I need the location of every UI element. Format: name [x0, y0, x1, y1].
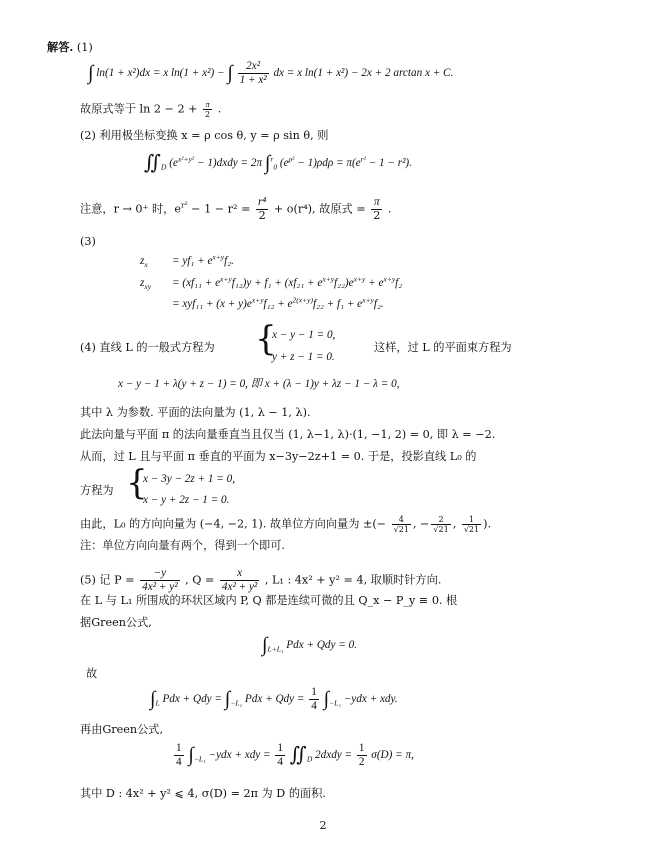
- exponent: x+y: [212, 252, 225, 262]
- plane-text: 从而，过 L 且与平面 π 垂直的平面为 x−3y−2z+1 = 0. 于是，投影直线 L₀ 的: [80, 450, 477, 463]
- path-subscript: −L₁: [230, 698, 243, 708]
- path-subscript: −L₁: [329, 698, 341, 708]
- text: − 1 − r² =: [191, 202, 254, 216]
- text: 注意，r → 0⁺ 时，e: [80, 202, 181, 216]
- rhs: + e: [365, 277, 384, 289]
- therefore-label: 故: [86, 667, 98, 680]
- numerator: 1: [176, 742, 182, 755]
- part-3-line-2-rhs: [172, 276, 402, 291]
- fraction: [174, 742, 184, 769]
- integral-sign: ∫: [262, 634, 268, 656]
- rhs: f₂₂ + f₁ + e: [313, 298, 363, 310]
- text: 故原式等于 ln 2 − 2 +: [80, 102, 202, 116]
- denominator: 1 + x²: [239, 74, 267, 86]
- fraction: [371, 196, 382, 223]
- integral-sign: ∫: [88, 62, 94, 84]
- domain-subscript: D: [161, 162, 167, 172]
- domain-subscript: D: [306, 754, 313, 764]
- denominator: 4: [176, 756, 182, 768]
- fraction: [275, 742, 285, 769]
- page-number: 2: [319, 819, 327, 832]
- text: ).: [483, 517, 492, 531]
- numerator: −y: [140, 567, 179, 581]
- denominator: 2: [205, 110, 211, 120]
- part-4-after: 这样，过 L 的平面束方程为: [374, 341, 512, 354]
- exponent: x²+y²: [177, 154, 195, 164]
- part-3-line-1-rhs: [172, 254, 234, 269]
- green-equation-1: [262, 632, 357, 659]
- subscript: x: [144, 260, 148, 270]
- green-again-label: 再由Green公式,: [80, 723, 164, 736]
- denominator: 2: [258, 208, 266, 222]
- direction-vector-text: 由此，L₀ 的方向向量为 (−4, −2, 1). 故单位方向向量为 ±(− $\frac{4}{√21}$ , − $\frac{2}{√21}$ , $\frac{1}{√21}$ ).: [80, 515, 492, 535]
- part-2-note: [80, 196, 391, 223]
- denominator: 4x² + y²: [221, 580, 258, 593]
- path-subscript: L+L₁: [267, 644, 284, 654]
- part-2-equation: [144, 150, 412, 177]
- text: 由此，L₀ 的方向向量为 (−4, −2, 1). 故单位方向向量为 ±(−: [80, 517, 387, 531]
- numerator: 4: [392, 515, 411, 525]
- rhs: = (xf₁₁ + e: [172, 277, 221, 289]
- green-equation-3: [172, 742, 414, 769]
- rhs: f₁₂ + e: [263, 298, 293, 310]
- numerator: 2x²: [238, 60, 269, 74]
- path-subscript: −L₁: [193, 754, 206, 764]
- rhs: f₂: [395, 277, 403, 289]
- integral-sign: ∫: [227, 62, 233, 84]
- rhs: f₂₂)e: [334, 277, 354, 289]
- part-4-intro: (4) 直线 L 的一般式方程为: [80, 341, 215, 354]
- part-3-label: (3): [80, 235, 96, 248]
- eq-text: Pdx + Qdy =: [162, 693, 225, 706]
- eq-text: −ydx + xdy.: [343, 693, 398, 706]
- lower-limit: 0: [273, 162, 278, 172]
- lhs: z: [140, 277, 145, 289]
- left-brace: {: [126, 463, 148, 503]
- numerator: 1: [358, 742, 365, 755]
- eq-text: σ(D) = π,: [371, 749, 414, 762]
- part-5-intro: [80, 567, 441, 594]
- part-4-note: 注：单位方向向量有两个，得到一个即可.: [80, 539, 285, 552]
- projection-eq-1: x − 3y − 2z + 1 = 0,: [143, 473, 236, 485]
- eq-text: (e: [169, 157, 178, 170]
- fraction: [392, 515, 411, 534]
- lhs: z: [140, 255, 145, 267]
- exponent: x+y: [383, 274, 396, 284]
- part-1-label: (1): [76, 41, 93, 54]
- normal-vector-text: 其中 λ 为参数. 平面的法向量为 (1, λ − 1, λ).: [80, 406, 311, 419]
- part-1-equation: [88, 60, 453, 87]
- rhs: = yf₁ + e: [172, 255, 213, 267]
- pencil-equation: x − y − 1 + λ(y + z − 1) = 0, 即 x + (λ − 1)y + λz − 1 − λ = 0,: [118, 378, 400, 390]
- integral-sign: ∫: [188, 744, 194, 766]
- part-3-line-2: [140, 276, 151, 291]
- eq-text: − 1 − r²).: [368, 157, 412, 170]
- integral-sign: ∫: [323, 688, 330, 710]
- part-5-final: 其中 D : 4x² + y² ⩽ 4, σ(D) = 2π 为 D 的面积.: [80, 787, 326, 800]
- fraction: [309, 686, 319, 713]
- green-equation-2: [150, 686, 398, 713]
- numerator: 1: [462, 515, 481, 525]
- eq-text: Pdx + Qdy = 0.: [286, 639, 358, 652]
- subscript: xy: [144, 282, 152, 292]
- fraction: $\frac{1}{2}$: [358, 742, 365, 768]
- denominator: √21: [463, 525, 480, 535]
- text: + o(r⁴), 故原式 =: [273, 202, 370, 216]
- text: (5) 记 P =: [80, 573, 139, 587]
- exponent: x+y: [322, 274, 335, 284]
- exponent: r²: [360, 154, 366, 164]
- part-5-line-2: 在 L 与 L₁ 所围成的环状区域内 P, Q 都是连续可微的且 Q_x − P_y ≡ 0. 根: [80, 594, 458, 607]
- part-3-line-3: [172, 297, 384, 312]
- exponent: x+y: [362, 295, 374, 305]
- eq-text: −ydx + xdy =: [208, 749, 274, 762]
- exponent: ρ²: [288, 154, 295, 164]
- denominator: 4: [311, 700, 317, 712]
- integral-sign: ∫: [150, 688, 156, 710]
- numerator: π: [203, 100, 212, 110]
- projection-eq-2: x − y + 2z − 1 = 0.: [143, 494, 230, 506]
- fraction: [220, 567, 259, 594]
- perpendicular-text: 此法向量与平面 π 的法向量垂直当且仅当 (1, λ−1, λ)·(1, −1, 2) = 0, 即 λ = −2.: [80, 428, 496, 441]
- exponent: r²: [180, 200, 188, 210]
- numerator: 1: [277, 742, 283, 755]
- integral-sign: ∫: [264, 152, 271, 174]
- integral-sign: ∫: [224, 688, 231, 710]
- part-2-intro: (2) 利用极坐标变换 x = ρ cos θ, y = ρ sin θ, 则: [80, 129, 329, 142]
- denominator: √21: [393, 525, 409, 535]
- part-5-line-3: 据Green公式,: [80, 616, 152, 629]
- fraction: [256, 196, 268, 223]
- system-eq-1: x − y − 1 = 0,: [272, 329, 336, 341]
- denominator: 4x² + y²: [142, 580, 178, 593]
- eq-text: (e: [279, 157, 289, 170]
- numerator: π: [371, 196, 382, 210]
- exponent: 2(x+y): [292, 295, 313, 305]
- text: .: [387, 202, 392, 216]
- rhs: f₂.: [224, 255, 234, 267]
- denominator: 2: [373, 208, 381, 222]
- double-integral-sign: ∬: [144, 152, 162, 174]
- text: .: [217, 102, 222, 116]
- numerator: r⁴: [258, 196, 267, 208]
- eq-text: Pdx + Qdy =: [244, 693, 308, 706]
- fraction: [238, 60, 269, 87]
- answer-heading: [47, 40, 93, 55]
- eq-text: ln(1 + x²)dx = x ln(1 + x²) −: [96, 67, 228, 80]
- exponent: x+y: [353, 274, 366, 284]
- eq-text: − 1)dxdy = 2π: [196, 157, 263, 170]
- numerator: x: [220, 567, 259, 581]
- eq-text: − 1)ρdρ = π(e: [297, 157, 361, 170]
- numerator: 1: [311, 686, 317, 699]
- fraction: [462, 515, 481, 534]
- numerator: 2: [431, 515, 450, 525]
- rhs: = xyf₁₁ + (x + y)e: [172, 298, 252, 310]
- eq-text: dx = x ln(1 + x²) − 2x + 2 arctan x + C.: [273, 67, 454, 80]
- left-brace: {: [255, 319, 277, 359]
- text: , Q =: [185, 573, 218, 587]
- answer-label: 解答.: [47, 40, 74, 54]
- system-eq-2: y + z − 1 = 0.: [272, 351, 335, 363]
- denominator: √21: [433, 525, 449, 535]
- part-3-line-1: [140, 254, 148, 269]
- fraction: [140, 567, 179, 594]
- text: , L₁ : 4x² + y² = 4, 取顺时针方向.: [264, 573, 442, 587]
- rhs: f₂.: [373, 298, 384, 310]
- eq-text: 2dxdy =: [315, 749, 355, 762]
- denominator: 4: [277, 756, 283, 768]
- projection-label: 方程为: [80, 484, 114, 497]
- double-integral-sign: ∬: [289, 744, 307, 766]
- part-1-conclusion: [80, 100, 221, 119]
- rhs: f₁₂)y + f₁ + (xf₂₁ + e: [231, 277, 323, 289]
- fraction: [431, 515, 450, 534]
- fraction: [203, 100, 212, 119]
- exponent: x+y: [251, 295, 264, 305]
- upper-limit: r: [270, 154, 274, 164]
- exponent: x+y: [220, 274, 232, 284]
- path-subscript: L: [155, 698, 160, 708]
